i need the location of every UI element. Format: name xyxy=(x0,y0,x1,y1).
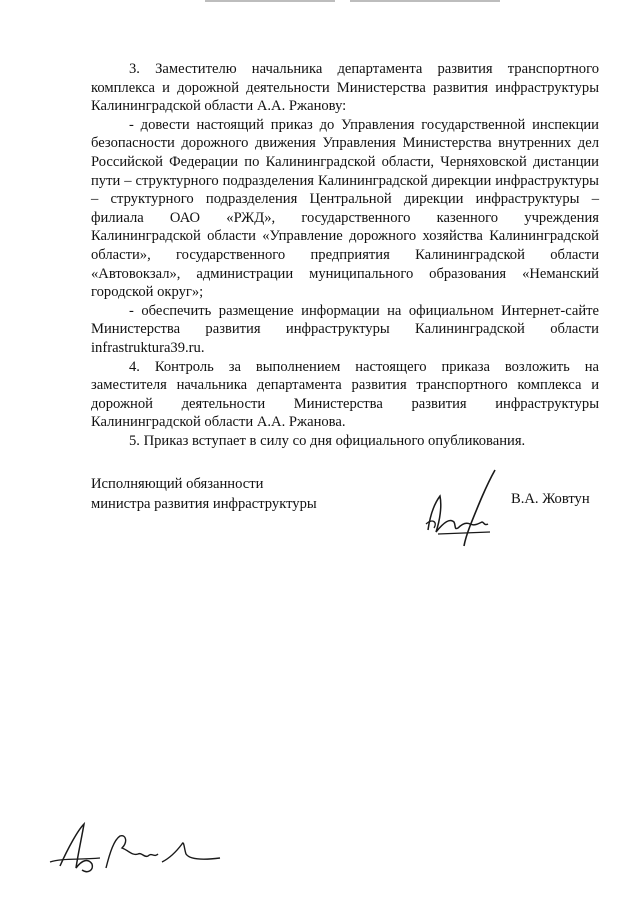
paragraph-3-item-notify: - довести настоящий приказ до Управления государственной инспекции безопасности дорожного движения Управления Министерства внутренних дел Российской Федерации по Калининградской области, Черняховской дистанции пути – структурного подразделения Калининградской дирекции инфраструктуры – структурного подразделения Центральной дирекции инфраструктуры – филиала ОАО «РЖД», государственного казенного учреждения Калининградской области «Управление дорожного хозяйства Калининградской области», государственного предприятия Калининградской области «Автовокзал», администрации муниципального образования «Неманский городской округ»; xyxy=(91,116,599,301)
paragraph-3-item-publish: - обеспечить размещение информации на официальном Интернет-сайте Министерства развития инфраструктуры Калининградской области infrastruktura39.ru. xyxy=(91,302,599,356)
order-body xyxy=(91,60,599,450)
approval-initials-icon xyxy=(48,818,223,878)
signer-name: В.А. Жовтун xyxy=(511,491,590,507)
top-edge-mark-left xyxy=(205,0,335,2)
signer-position-line-2: министра развития инфраструктуры xyxy=(91,496,317,512)
signer-position xyxy=(91,474,317,514)
paragraph-4: 4. Контроль за выполнением настоящего приказа возложить на заместителя начальника департамента развития транспортного комплекса и дорожной деятельности Министерства развития инфраструктуры Калининградской области А.А. Ржанова. xyxy=(91,358,599,431)
handwritten-signature-icon xyxy=(420,466,510,548)
paragraph-5: 5. Приказ вступает в силу со дня официального опубликования. xyxy=(129,432,526,449)
top-edge-mark-right xyxy=(350,0,500,2)
signer-position-line-1: Исполняющий обязанности xyxy=(91,476,264,492)
paragraph-3: 3. Заместителю начальника департамента развития транспортного комплекса и дорожной деятельности Министерства развития инфраструктуры Калининградской области А.А. Ржанову: xyxy=(91,61,599,115)
